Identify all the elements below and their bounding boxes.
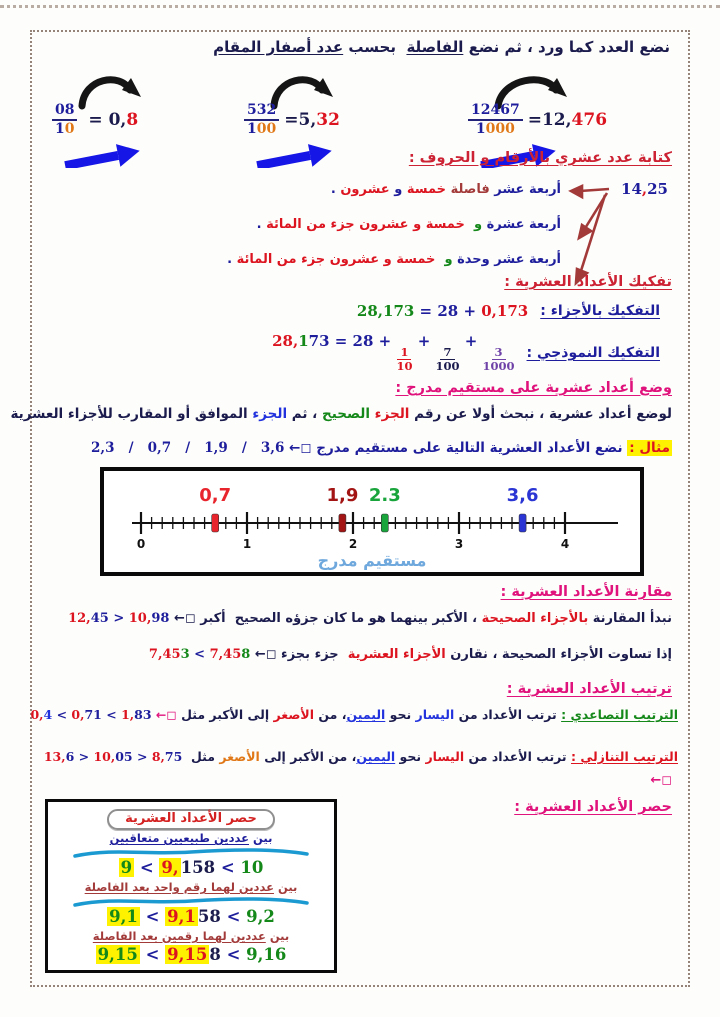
text-segment: 8 xyxy=(241,647,251,662)
fraction-example-2 xyxy=(244,70,340,168)
equation-group xyxy=(91,440,284,456)
text-segment: ◻← xyxy=(284,440,312,456)
text-segment: $\frac{7}{100}$ xyxy=(435,345,460,374)
text-segment: < xyxy=(134,858,160,878)
text-segment: 1 xyxy=(54,120,65,137)
text-segment: ، ثم xyxy=(287,406,322,422)
text-segment: الأصغر xyxy=(273,707,315,722)
fraction-result xyxy=(528,110,607,130)
text-segment: خمسة xyxy=(406,182,447,197)
text-segment: 9,16 xyxy=(246,945,287,964)
denominator xyxy=(247,121,276,138)
text-segment: الجزء xyxy=(252,406,288,422)
writing-line-3 xyxy=(227,242,561,277)
text-segment: = xyxy=(82,109,109,130)
text-segment: 0,173 xyxy=(481,302,529,320)
text-segment: 98 xyxy=(151,611,170,626)
text-segment: 10, xyxy=(128,611,152,626)
text-segment: < xyxy=(101,707,122,722)
text-segment: 476 xyxy=(571,109,608,130)
enclose-label-1 xyxy=(52,830,330,847)
enclose-equation-2 xyxy=(52,907,330,928)
text-segment: بين xyxy=(249,831,273,845)
text-segment: 28,173 xyxy=(356,302,415,320)
enclose-equation-1 xyxy=(52,858,330,879)
order-descending-line xyxy=(44,749,678,764)
text-segment: 1 xyxy=(298,332,309,350)
text-segment: 532 xyxy=(247,102,277,118)
text-segment: 9,2 xyxy=(246,907,275,927)
text-segment: 12, xyxy=(541,109,572,130)
text-segment: عشرون xyxy=(340,182,390,197)
text-segment: نحو xyxy=(385,707,416,722)
text-segment: 0, xyxy=(71,707,85,722)
compare-line-1 xyxy=(68,611,672,626)
text-segment: ، من xyxy=(314,707,347,722)
text-segment: مثل xyxy=(182,749,220,764)
text-segment: $\frac{1}{10}$ xyxy=(396,345,413,374)
wave-divider-icon xyxy=(71,897,311,907)
text-segment: ◻← xyxy=(169,611,196,626)
numerator xyxy=(244,102,279,121)
text-segment: 7,45 xyxy=(148,647,181,662)
denominator xyxy=(55,121,75,138)
text-segment: 25 xyxy=(647,180,668,198)
equation-group xyxy=(149,647,250,662)
text-segment: عددين لهما رقمين بعد الفاصلة xyxy=(92,928,266,943)
text-segment: 05 xyxy=(115,749,133,764)
enclose-label-3 xyxy=(52,928,330,945)
compare-section-heading: مقارنة الأعداد العشرية : xyxy=(500,584,672,600)
text-segment: 000 xyxy=(485,120,515,137)
text-segment: و xyxy=(444,252,453,267)
svg-text:0,7: 0,7 xyxy=(199,485,232,506)
writing-line-1 xyxy=(227,172,561,207)
order-descending-cont xyxy=(650,773,672,788)
text-segment: بين xyxy=(273,879,298,894)
text-segment: 9,1 xyxy=(167,907,196,927)
text-segment: ترتب الأعداد من xyxy=(454,707,562,722)
enclose-equation-3 xyxy=(52,945,330,966)
text-segment xyxy=(465,217,474,232)
fan-arrows-icon xyxy=(567,176,615,286)
writing-example xyxy=(227,172,668,286)
svg-text:4: 4 xyxy=(560,537,570,551)
text-segment: 83 xyxy=(134,707,152,722)
text-segment: 58 xyxy=(197,907,221,927)
fraction xyxy=(468,102,523,138)
text-segment: 10, xyxy=(93,749,116,764)
placing-description xyxy=(10,406,672,422)
fraction-equation xyxy=(244,102,340,138)
text-segment: 9,15 xyxy=(167,945,208,964)
text-segment: 00 xyxy=(256,120,277,137)
wave-divider-icon xyxy=(71,848,311,858)
fraction xyxy=(52,102,77,138)
text-segment: 45 xyxy=(90,611,109,626)
top-stitch-border xyxy=(0,5,720,8)
equation-group xyxy=(107,907,275,928)
text-segment: < xyxy=(220,945,247,964)
text-segment: الأصغر xyxy=(219,749,260,764)
text-segment: 9,1 xyxy=(109,907,138,927)
equation-group xyxy=(272,332,514,373)
decompose-model-row xyxy=(272,332,660,373)
text-segment: عدد أصفار المقام xyxy=(213,38,344,56)
text-segment: 12, xyxy=(68,611,91,626)
text-segment: < xyxy=(139,945,166,964)
text-segment: 13, xyxy=(43,749,66,764)
enclose-box xyxy=(45,799,337,973)
text-segment: $\frac{3}{1000}$ xyxy=(482,345,515,374)
text-segment: خمسة و عشرون جزء من المائة xyxy=(236,252,436,267)
text-segment: . xyxy=(330,182,341,197)
text-segment: 158 xyxy=(180,858,216,878)
compare-line-2 xyxy=(149,647,672,662)
text-segment: 4 xyxy=(43,707,53,722)
text-segment: 3 xyxy=(180,647,190,662)
equation-group xyxy=(96,945,287,966)
text-segment: = xyxy=(527,109,542,130)
fraction xyxy=(244,102,279,138)
text-segment: نضع العدد كما ورد ، ثم نضع xyxy=(463,38,670,56)
numerator xyxy=(52,102,77,121)
fraction-result xyxy=(82,110,138,130)
text-segment: نبدأ المقارنة xyxy=(588,611,672,626)
text-segment: = xyxy=(414,302,438,320)
fraction-example-1 xyxy=(52,70,146,168)
fraction-result xyxy=(284,110,340,130)
text-segment: 73 xyxy=(308,332,330,350)
text-segment: خمسة و عشرون جزء من المائة xyxy=(266,217,465,232)
text-segment: ترتب الأعداد من xyxy=(464,749,571,764)
text-segment xyxy=(446,182,451,197)
text-segment: إلى الأكبر مثل xyxy=(176,707,274,722)
equation-group xyxy=(119,858,264,879)
text-segment: 75 xyxy=(164,749,183,764)
text-segment: < xyxy=(220,907,247,927)
text-segment: 5, xyxy=(298,109,317,130)
equation-group xyxy=(44,749,182,764)
enclose-label-2 xyxy=(52,879,330,896)
text-segment: أربعة عشر وحدة xyxy=(452,252,562,267)
fraction-equation xyxy=(52,102,146,138)
text-segment: 2,3 / 0,7 / 1,9 / 3,6 xyxy=(91,440,285,456)
text-segment: ◻← xyxy=(650,773,672,788)
svg-text:0: 0 xyxy=(136,537,146,551)
decompose-parts-row xyxy=(357,302,660,320)
number-line-svg xyxy=(116,479,636,551)
text-segment: 9, xyxy=(161,858,179,878)
numerator xyxy=(468,102,523,121)
text-segment: ، من الأكبر إلى xyxy=(259,749,357,764)
svg-text:3: 3 xyxy=(454,537,464,551)
text-segment: عددين لهما رقم واحد بعد الفاصلة xyxy=(84,879,274,894)
text-segment: = 28 + xyxy=(329,332,397,350)
model-label: التفكيك النموذجي : xyxy=(526,344,660,361)
text-segment: > xyxy=(74,749,94,764)
text-segment: 0, xyxy=(108,109,127,130)
text-segment: و xyxy=(473,217,483,232)
text-segment: 1 xyxy=(247,120,257,137)
text-segment: أربعة عشر xyxy=(489,182,562,197)
text-segment: > xyxy=(108,611,129,626)
text-segment: الأجزاء العشرية xyxy=(347,647,446,662)
text-segment: مثال : xyxy=(629,440,670,456)
svg-text:2.3: 2.3 xyxy=(368,485,401,506)
number-line-box xyxy=(100,467,644,576)
text-segment: الصحيح xyxy=(322,406,370,422)
text-segment: < xyxy=(139,907,166,927)
writing-line-2 xyxy=(227,207,561,242)
svg-text:3,6: 3,6 xyxy=(506,485,539,506)
text-segment: نحو xyxy=(395,749,426,764)
text-segment: 71 xyxy=(84,707,102,722)
text-segment: نضع الأعداد العشرية التالية على مستقيم مدرج xyxy=(311,440,628,456)
model-equation xyxy=(272,332,514,373)
text-segment: بين xyxy=(265,928,290,943)
text-segment: 0 xyxy=(64,120,75,137)
placing-section-heading: وضع أعداد عشرية على مستقيم مدرج : xyxy=(395,380,672,396)
text-segment: ◻← xyxy=(250,647,277,662)
decompose-section-heading: تفكيك الأعداد العشرية : xyxy=(504,274,672,290)
text-segment: الموافق أو المقارب للأجزاء العشرية xyxy=(10,406,253,422)
text-segment: = xyxy=(284,109,299,130)
denominator xyxy=(476,121,515,138)
enclose-box-title: حصر الأعداد العشرية xyxy=(107,809,275,830)
text-segment: عددين طبيعيين متعاقبين xyxy=(109,831,250,845)
decimal-value xyxy=(621,180,668,198)
writing-section-heading: كتابة عدد عشري بالأرقام و الحروف : xyxy=(408,150,672,166)
svg-text:1,9: 1,9 xyxy=(326,485,359,506)
svg-text:2: 2 xyxy=(348,537,358,551)
text-segment: اليسار xyxy=(425,749,465,764)
text-segment: و xyxy=(389,182,407,197)
text-segment: 32 xyxy=(316,109,340,130)
order-ascending-line xyxy=(30,707,678,722)
text-segment: لوضع أعداد عشرية ، نبحث أولا عن رقم xyxy=(409,406,672,422)
svg-text:1: 1 xyxy=(242,537,252,551)
text-segment: الفاصلة xyxy=(406,38,464,56)
text-segment: جزء بجزء xyxy=(276,647,348,662)
placing-example xyxy=(91,440,672,456)
text-segment: الترتيب التصاعدي : xyxy=(561,707,678,722)
text-segment: 8 xyxy=(126,109,139,130)
text-segment: إذا تساوت الأجزاء الصحيحة ، نقارن xyxy=(445,647,672,662)
text-segment: 9 xyxy=(120,858,133,878)
text-segment: 08 xyxy=(55,102,75,118)
text-segment: < xyxy=(52,707,72,722)
text-segment: < xyxy=(189,647,210,662)
text-segment: الترتيب التنازلي : xyxy=(570,749,678,764)
text-segment: الجزء xyxy=(374,406,410,422)
blue-arrow-icon xyxy=(60,138,146,168)
text-segment: ، الأكبر بينهما هو ما كان جزؤه الصحيح أكبر xyxy=(195,611,482,626)
equation-group xyxy=(68,611,169,626)
writing-lines xyxy=(227,172,561,277)
text-segment: 28 + xyxy=(437,302,482,320)
text-segment: 6 xyxy=(65,749,75,764)
text-segment: ◻← xyxy=(151,707,177,722)
text-segment: 7,45 xyxy=(209,647,242,662)
text-segment: + xyxy=(459,332,483,350)
text-segment: اليسار xyxy=(415,707,455,722)
order-section-heading: ترتيب الأعداد العشرية : xyxy=(506,681,672,697)
equation-group xyxy=(357,302,528,320)
text-segment: , xyxy=(641,180,648,198)
text-segment: 0, xyxy=(30,707,44,722)
fraction-equation xyxy=(468,102,607,138)
equation-group xyxy=(30,707,151,722)
text-segment: 8, xyxy=(151,749,165,764)
text-segment: 1 xyxy=(475,120,486,137)
text-segment: فاصلة xyxy=(450,182,490,197)
number-line-caption: مستقيم مدرج xyxy=(317,551,427,570)
text-segment: 28, xyxy=(272,332,299,350)
text-segment: بحسب xyxy=(343,38,407,56)
text-segment: اليمين xyxy=(356,749,396,764)
enclose-section-heading: حصر الأعداد العشرية : xyxy=(514,799,672,815)
text-segment: 14 xyxy=(621,180,642,198)
text-segment: أربعة عشرة xyxy=(482,217,562,232)
text-segment: . xyxy=(256,217,267,232)
parts-equation xyxy=(357,302,528,320)
rule-sentence xyxy=(213,38,670,56)
text-segment: . xyxy=(227,252,237,267)
text-segment: < xyxy=(215,858,241,878)
text-segment: 1, xyxy=(121,707,135,722)
parts-label: التفكيك بالأجزاء : xyxy=(540,303,660,319)
text-segment: بالأجزاء الصحيحة xyxy=(481,611,589,626)
text-segment xyxy=(435,252,444,267)
text-segment: + xyxy=(412,332,436,350)
text-segment: 10 xyxy=(240,858,264,878)
blue-arrow-icon xyxy=(252,138,338,168)
text-segment: 9,15 xyxy=(97,945,138,964)
text-segment: 8 xyxy=(209,945,221,964)
text-segment: > xyxy=(132,749,152,764)
text-segment: اليمين xyxy=(346,707,386,722)
text-segment: 12467 xyxy=(471,102,520,118)
